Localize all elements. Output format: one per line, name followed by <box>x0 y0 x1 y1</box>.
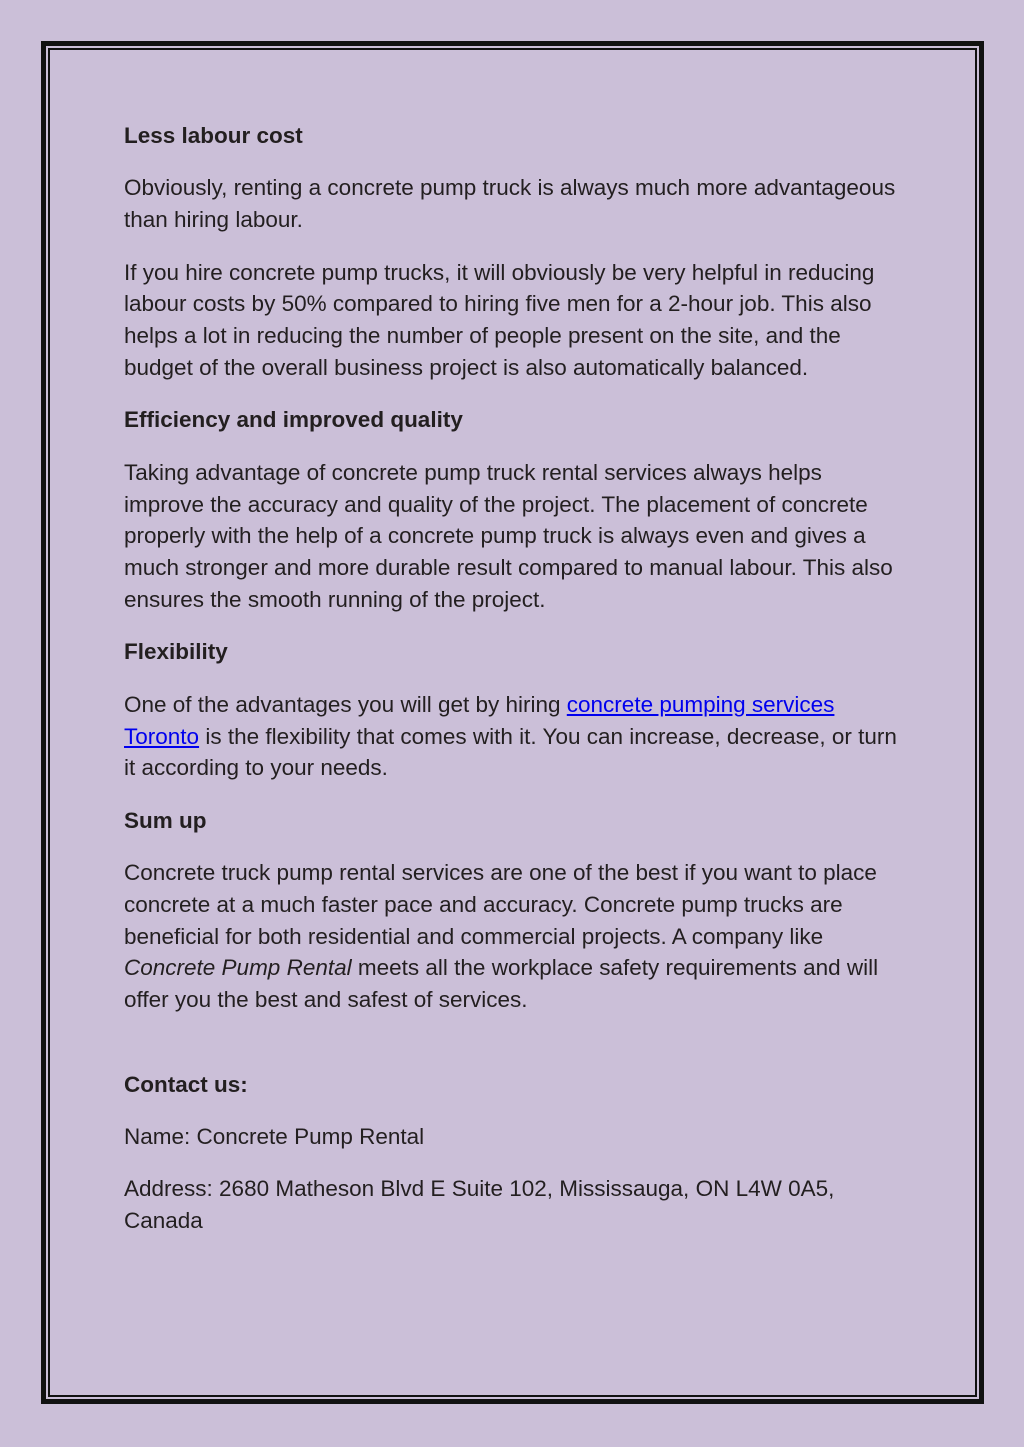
company-name-italic: Concrete Pump Rental <box>124 955 352 981</box>
flexibility-text-after: is the flexibility that comes with it. You can increase, decrease, or turn it according to your needs. <box>124 723 897 781</box>
heading-sum-up: Sum up <box>124 807 207 833</box>
paragraph-sum-up <box>124 857 904 1016</box>
flexibility-text-before: One of the advantages you will get by hiring <box>124 691 567 717</box>
sumup-text-after: meets all the workplace safety requirements and will offer you the best and safest of services. <box>124 955 879 1013</box>
heading-contact-us: Contact us: <box>124 1071 248 1097</box>
contact-address: Address: 2680 Matheson Blvd E Suite 102, Mississauga, ON L4W 0A5, Canada <box>124 1176 835 1234</box>
paragraph-labour-detail: If you hire concrete pump trucks, it will obviously be very helpful in reducing labour costs by 50% compared to hiring five men for a 2-hour job. This also helps a lot in reducing the number of people present on the site, and the budget of the overall business project is also automatically balanced. <box>124 259 875 380</box>
contact-name: Name: Concrete Pump Rental <box>124 1124 425 1150</box>
sumup-text-before: Concrete truck pump rental services are one of the best if you want to place concrete at a much faster pace and accuracy. Concrete pump trucks are beneficial for both residential and commercial projects. A company like <box>124 860 877 949</box>
paragraph-efficiency: Taking advantage of concrete pump truck rental services always helps improve the accuracy and quality of the project. The placement of concrete properly with the help of a concrete pump truck is always even and gives a much stronger and more durable result compared to manual labour. This also ensures the smooth running of the project. <box>124 459 893 612</box>
heading-less-labour-cost: Less labour cost <box>124 123 303 148</box>
document-body <box>124 120 904 1258</box>
heading-flexibility: Flexibility <box>124 639 228 665</box>
heading-efficiency: Efficiency and improved quality <box>124 407 463 433</box>
concrete-pumping-services-link[interactable]: concrete pumping services Toronto <box>124 691 835 749</box>
section-spacer <box>124 1037 904 1069</box>
paragraph-flexibility <box>124 689 904 784</box>
paragraph-labour-intro: Obviously, renting a concrete pump truck is always much more advantageous than hiring labour. <box>124 175 896 233</box>
